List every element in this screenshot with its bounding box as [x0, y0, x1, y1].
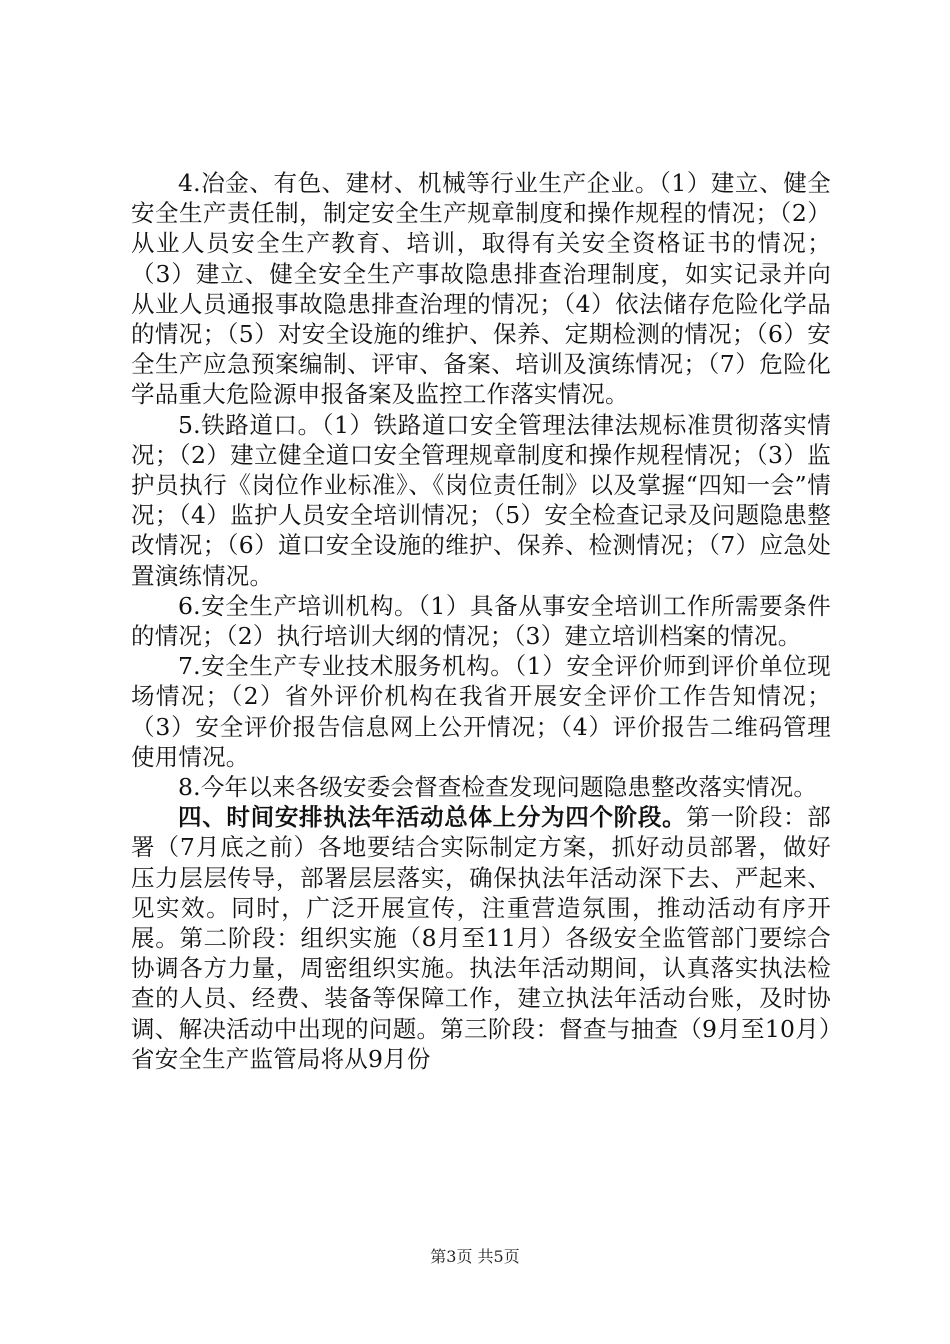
- section-heading: 四、时间安排执法年活动总体上分为四个阶段。: [178, 803, 687, 832]
- paragraph-text: 4.冶金、有色、建材、机械等行业生产企业。（1）建立、健全安全生产责任制，制定安全生产规章制度和操作规程的情况；（2）从业人员安全生产教育、培训，取得有关安全资格证书的情况；（3）建立、健全安全生产事故隐患排查治理制度，如实记录并向从业人员通报事故隐患排查治理的情况；（4）依法储存危险化学品的情况；（5）对安全设施的维护、保养、定期检测的情况；（6）安全生产应急预案编制、评审、备案、培训及演练情况；（7）危险化学品重大危险源申报备案及监控工作落实情况。: [131, 169, 832, 409]
- paragraph-item-4: [131, 168, 831, 410]
- paragraph-item-8: [131, 772, 831, 802]
- paragraph-item-5: [131, 410, 831, 591]
- paragraph-item-7: [131, 651, 831, 772]
- paragraph-section-4: [131, 802, 831, 1074]
- paragraph-text: 8.今年以来各级安委会督查检查发现问题隐患整改落实情况。: [178, 773, 818, 802]
- paragraph-item-6: [131, 591, 831, 651]
- paragraph-text: 第一阶段：部署（7月底之前）各地要结合实际制定方案，抓好动员部署，做好压力层层传导，部署层层落实，确保执法年活动深下去、严起来、见实效。同时，广泛开展宣传，注重营造氛围，推动活动有序开展。第二阶段：组织实施（8月至11月）各级安全监管部门要综合协调各方力量，周密组织实施。执法年活动期间，认真落实执法检查的人员、经费、装备等保障工作，建立执法年活动台账，及时协调、解决活动中出现的问题。第三阶段：督查与抽查（9月至10月）省安全生产监管局将从9月份: [131, 803, 831, 1073]
- document-body: [131, 168, 831, 1074]
- paragraph-text: 7.安全生产专业技术服务机构。（1）安全评价师到评价单位现场情况；（2）省外评价机构在我省开展安全评价工作告知情况；（3）安全评价报告信息网上公开情况；（4）评价报告二维码管理使用情况。: [131, 652, 831, 771]
- paragraph-text: 6.安全生产培训机构。（1）具备从事安全培训工作所需要条件的情况；（2）执行培训大纲的情况；（3）建立培训档案的情况。: [131, 591, 831, 651]
- paragraph-text: 5.铁路道口。（1）铁路道口安全管理法律法规标准贯彻落实情况；（2）建立健全道口安全管理规章制度和操作规程情况；（3）监护员执行《岗位作业标准》、《岗位责任制》以及掌握“四知一会”情况；（4）监护人员安全培训情况；（5）安全检查记录及问题隐患整改情况；（6）道口安全设施的维护、保养、检测情况；（7）应急处置演练情况。: [131, 410, 831, 590]
- page-number-footer: 第3页 共5页: [430, 1247, 520, 1266]
